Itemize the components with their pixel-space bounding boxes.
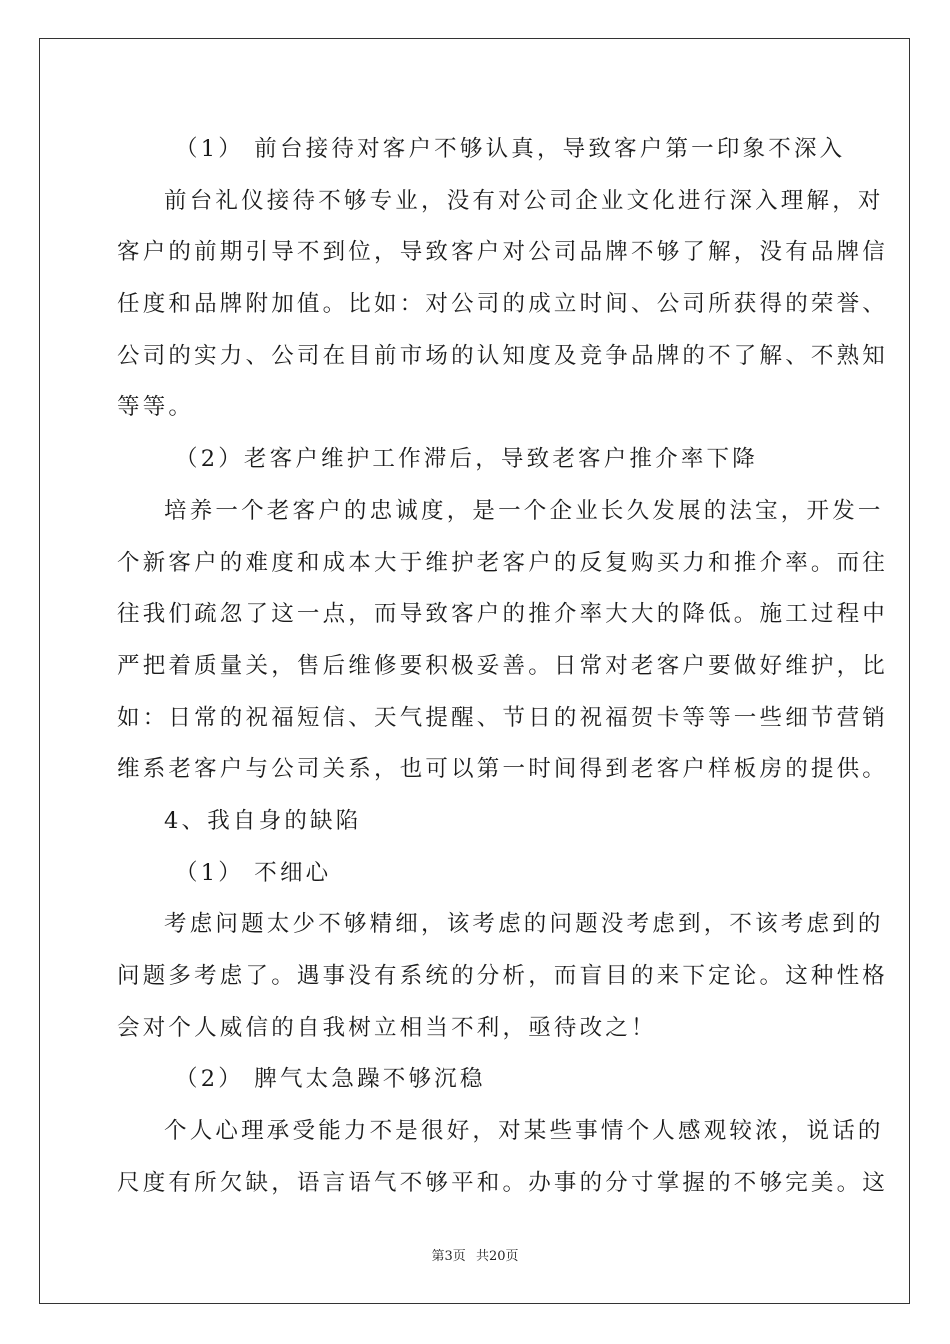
page-number: 第3页 — [431, 1249, 466, 1264]
paragraph-line: 客户的前期引导不到位，导致客户对公司品牌不够了解，没有品牌信 — [117, 239, 889, 266]
paragraph-line: 如：日常的祝福短信、天气提醒、节日的祝福贺卡等等一些细节营销 — [117, 704, 889, 731]
page-total: 共20页 — [475, 1249, 519, 1264]
paragraph-line: 等等。 — [117, 394, 195, 421]
paragraph-line: 个新客户的难度和成本大于维护老客户的反复购买力和推介率。而往 — [117, 549, 889, 576]
paragraph-line: 问题多考虑了。遇事没有系统的分析，而盲目的来下定论。这种性格 — [117, 963, 889, 989]
subheading: （1） 不细心 — [175, 859, 332, 886]
paragraph-line: 会对个人威信的自我树立相当不利，亟待改之！ — [117, 1014, 657, 1041]
paragraph-line: 任度和品牌附加值。比如：对公司的成立时间、公司所获得的荣誉、 — [117, 291, 889, 318]
paragraph-line: 往我们疏忽了这一点，而导致客户的推介率大大的降低。施工过程中 — [117, 601, 889, 628]
paragraph-line: 维系老客户与公司关系，也可以第一时间得到老客户样板房的提供。 — [117, 756, 889, 783]
paragraph-line: 尺度有所欠缺，语言语气不够平和。办事的分寸掌握的不够完美。这 — [117, 1169, 889, 1196]
paragraph-line: 严把着质量关，售后维修要积极妥善。日常对老客户要做好维护，比 — [117, 652, 889, 679]
subheading: （2） 脾气太急躁不够沉稳 — [175, 1066, 486, 1093]
paragraph-line: 培养一个老客户的忠诚度，是一个企业长久发展的法宝，开发一 — [164, 497, 884, 524]
paragraph-line: 前台礼仪接待不够专业，没有对公司企业文化进行深入理解，对 — [164, 187, 884, 214]
paragraph-line: 考虑问题太少不够精细，该考虑的问题没考虑到，不该考虑到的 — [164, 911, 884, 938]
page-footer — [0, 1245, 950, 1264]
paragraph-line: 公司的实力、公司在目前市场的认知度及竞争品牌的不了解、不熟知 — [117, 342, 889, 369]
subheading: （1） 前台接待对客户不够认真，导致客户第一印象不深入 — [175, 136, 846, 162]
section-heading: 4、我自身的缺陷 — [164, 807, 362, 834]
paragraph-line: 个人心理承受能力不是很好，对某些事情个人感观较浓，说话的 — [164, 1118, 884, 1145]
subheading: （2）老客户维护工作滞后，导致老客户推介率下降 — [175, 446, 758, 473]
document-body — [117, 124, 889, 1209]
